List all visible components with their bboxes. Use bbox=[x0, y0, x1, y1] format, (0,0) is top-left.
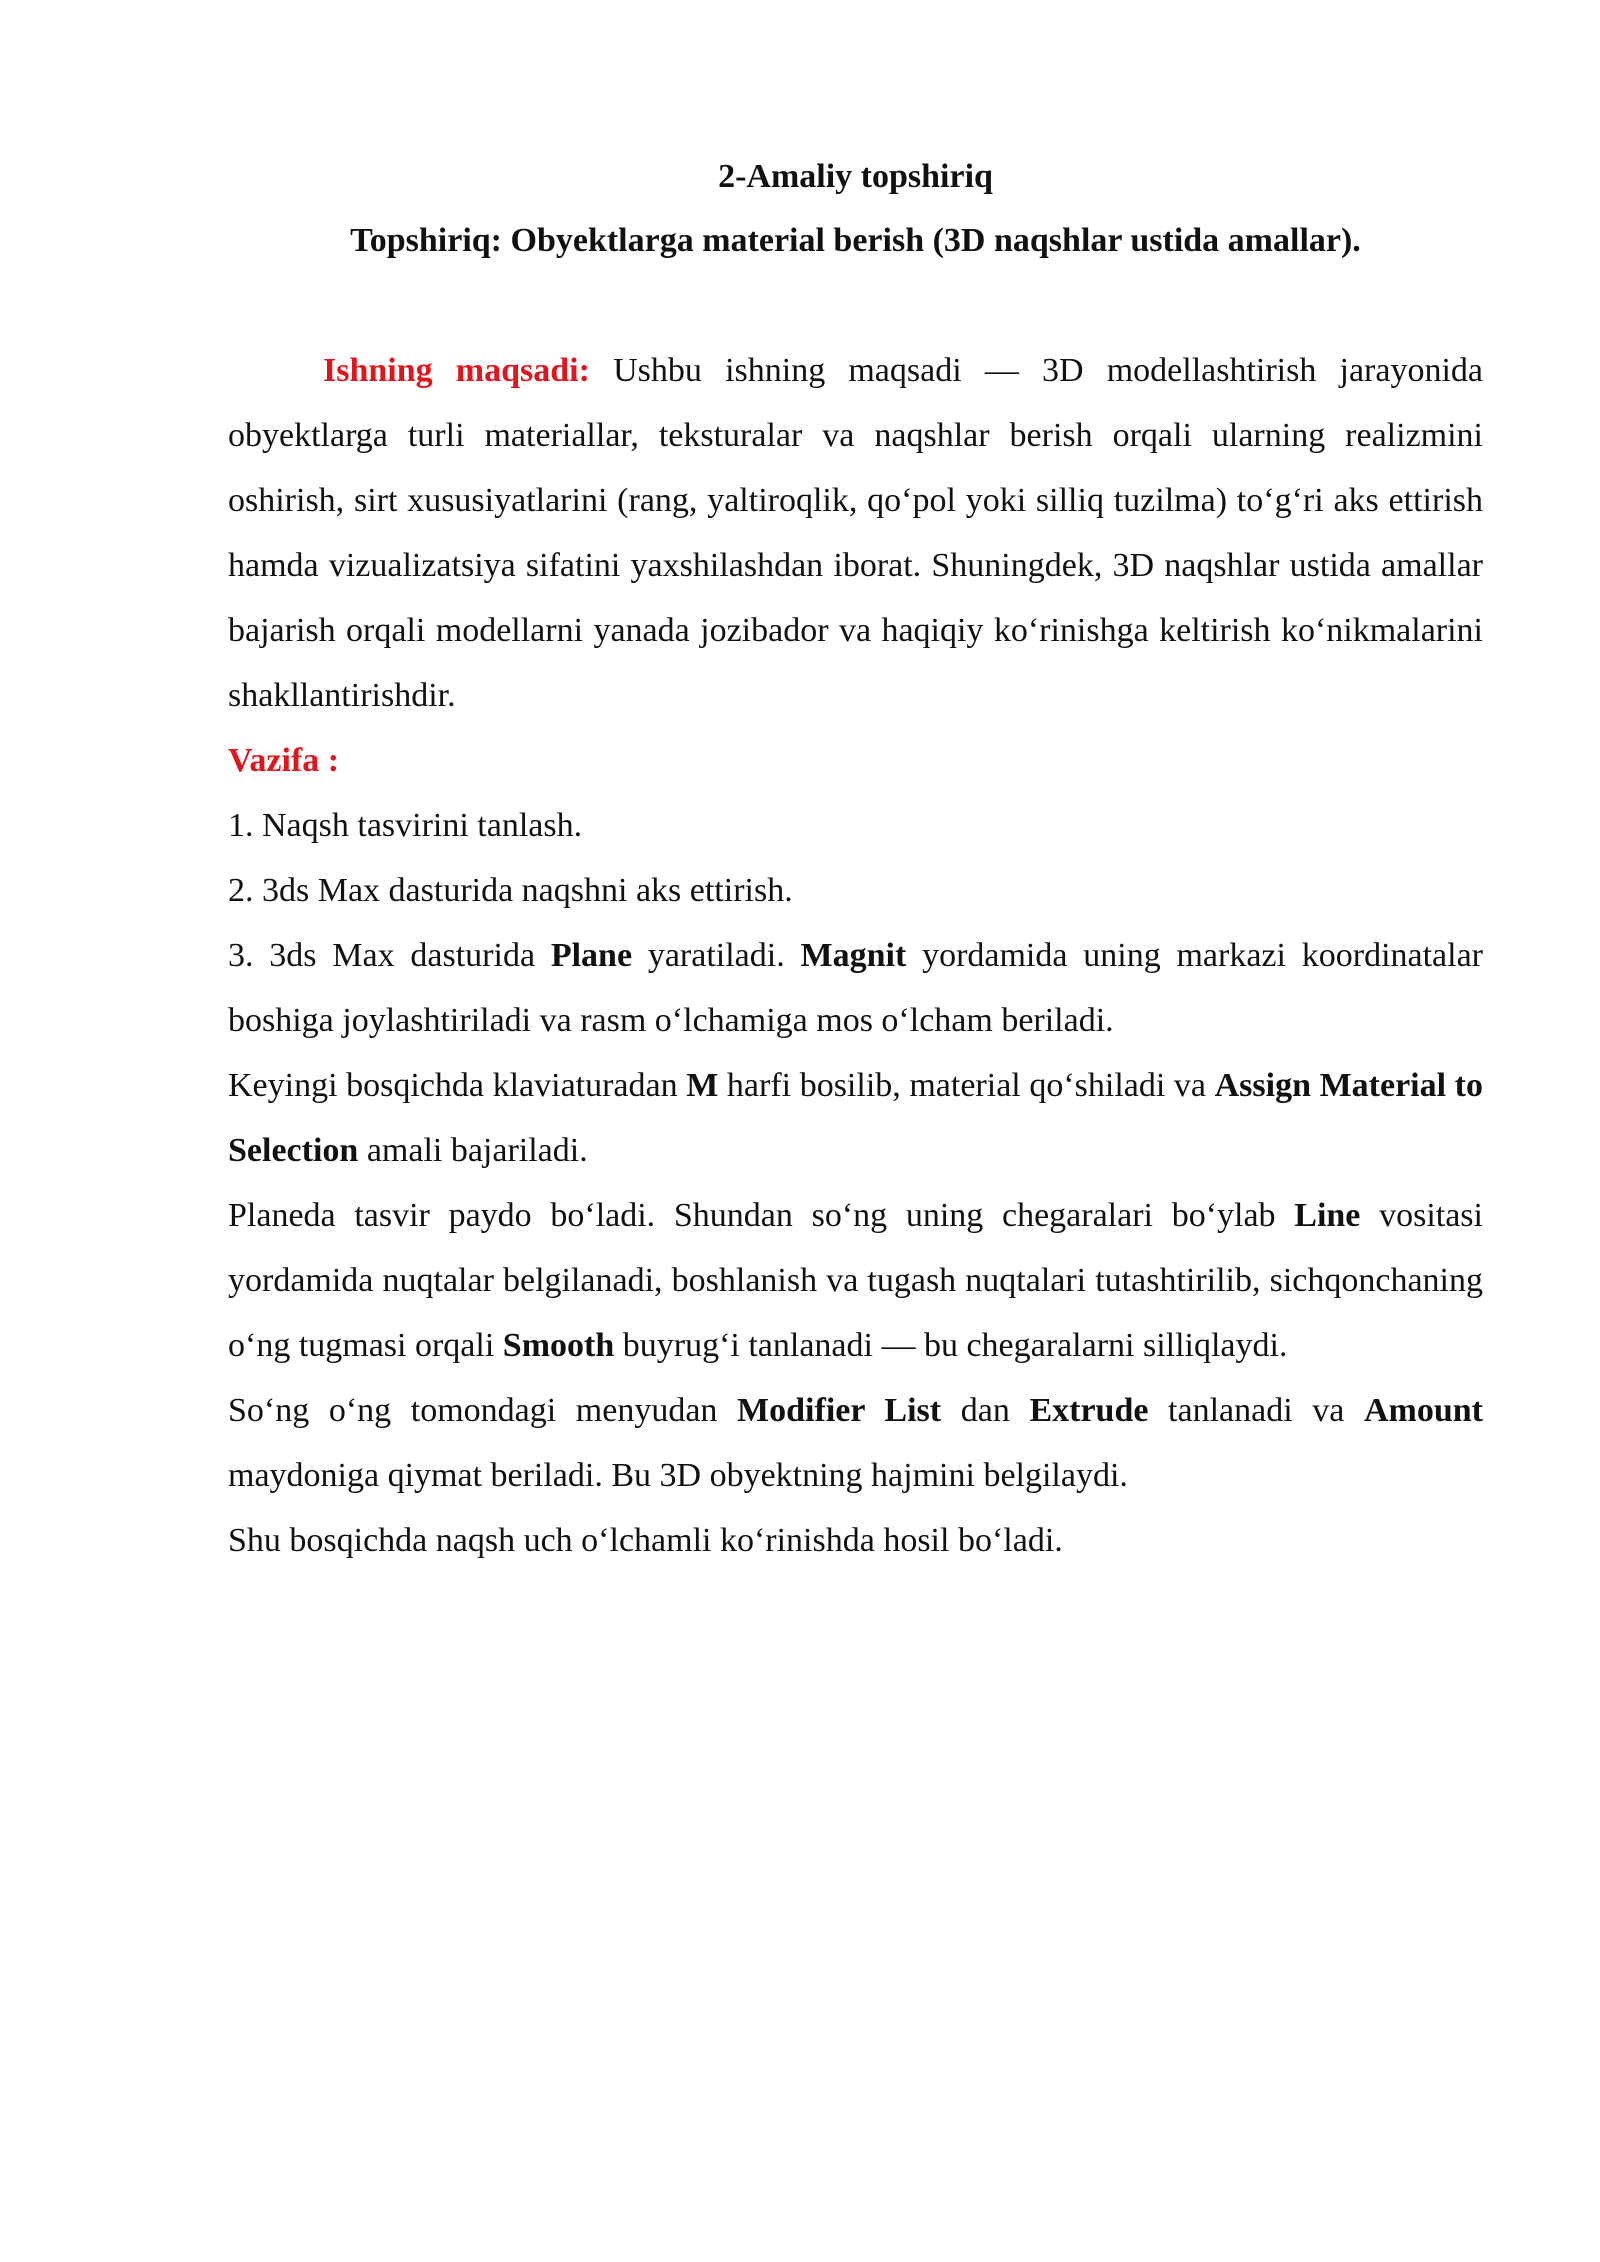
text-run: Planeda tasvir paydo bo‘ladi. Shundan so‘ng uning chegaralari bo‘ylab bbox=[228, 1197, 1295, 1234]
task-item-1: 1. Naqsh tasvirini tanlash. bbox=[228, 807, 583, 844]
page-title: 2-Amaliy topshiriq bbox=[718, 158, 993, 195]
text-run: amali bajariladi. bbox=[358, 1132, 588, 1169]
paragraph-keyingi bbox=[228, 1053, 1483, 1183]
paragraph-shu: Shu bosqichda naqsh uch o‘lchamli ko‘rinishda hosil bo‘ladi. bbox=[228, 1522, 1063, 1559]
bold-term-m: M bbox=[686, 1067, 719, 1104]
text-run: vositasi yordamida nuqtalar belgilanadi, boshlanish va tugash nuqtalari tutashtirilib, sichqonchaning o‘ng tugmasi orqali bbox=[228, 1197, 1483, 1364]
bold-term-plane: Plane bbox=[550, 937, 633, 974]
task-item-2: 2. 3ds Max dasturida naqshni aks ettirish. bbox=[228, 872, 793, 909]
text-run: So‘ng o‘ng tomondagi menyudan bbox=[228, 1392, 738, 1429]
text-run: yaratiladi. bbox=[632, 937, 801, 974]
bold-term-line: Line bbox=[1294, 1197, 1361, 1234]
task-item-3 bbox=[228, 923, 1483, 1053]
document-page bbox=[228, 145, 1483, 1573]
text-run: maydoniga qiymat beriladi. Bu 3D obyektning hajmini belgilaydi. bbox=[228, 1457, 1128, 1494]
text-run: dan bbox=[941, 1392, 1030, 1429]
purpose-paragraph bbox=[228, 338, 1483, 728]
page-subtitle: Topshiriq: Obyektlarga material berish (3D naqshlar ustida amallar). bbox=[350, 222, 1361, 259]
bold-term-modifier-list: Modifier List bbox=[737, 1392, 942, 1429]
text-run: yordamida uning markazi koordinatalar boshiga joylashtiriladi va rasm o‘lchamiga mos o‘lcham beriladi. bbox=[228, 937, 1483, 1039]
text-run: 3. 3ds Max dasturida bbox=[228, 937, 551, 974]
text-run: Keyingi bosqichda klaviaturadan bbox=[228, 1067, 687, 1104]
paragraph-song bbox=[228, 1378, 1483, 1508]
task-heading bbox=[228, 728, 1483, 793]
bold-term-smooth: Smooth bbox=[502, 1327, 615, 1364]
text-run: buyrug‘i tanlanadi — bu chegaralarni silliqlaydi. bbox=[614, 1327, 1288, 1364]
text-run: tanlanadi va bbox=[1148, 1392, 1364, 1429]
text-run: harfi bosilib, material qo‘shiladi va bbox=[718, 1067, 1215, 1104]
bold-term-magnit: Magnit bbox=[800, 937, 907, 974]
bold-term-amount: Amount bbox=[1363, 1392, 1483, 1429]
bold-term-assign-material: Assign Material to Selection bbox=[228, 1067, 1483, 1169]
bold-term-extrude: Extrude bbox=[1029, 1392, 1149, 1429]
purpose-text: Ushbu ishning maqsadi — 3D modellashtirish jarayonida obyektlarga turli materiallar, teksturalar va naqshlar berish orqali ularning realizmini oshirish, sirt xususiyatlarini (rang, yaltiroqlik, qo‘pol yoki silliq tuzilma) to‘g‘ri aks ettirish hamda vizualizatsiya sifatini yaxshilashdan iborat. Shuningdek, 3D naqshlar ustida amallar bajarish orqali modellarni yanada jozibador va haqiqiy ko‘rinishga keltirish ko‘nikmalarini shakllantirishdir. bbox=[228, 352, 1484, 714]
task-label: Vazifa : bbox=[228, 742, 340, 779]
paragraph-planeda bbox=[228, 1183, 1483, 1378]
spacer bbox=[228, 273, 1483, 338]
purpose-label: Ishning maqsadi: bbox=[323, 352, 590, 389]
